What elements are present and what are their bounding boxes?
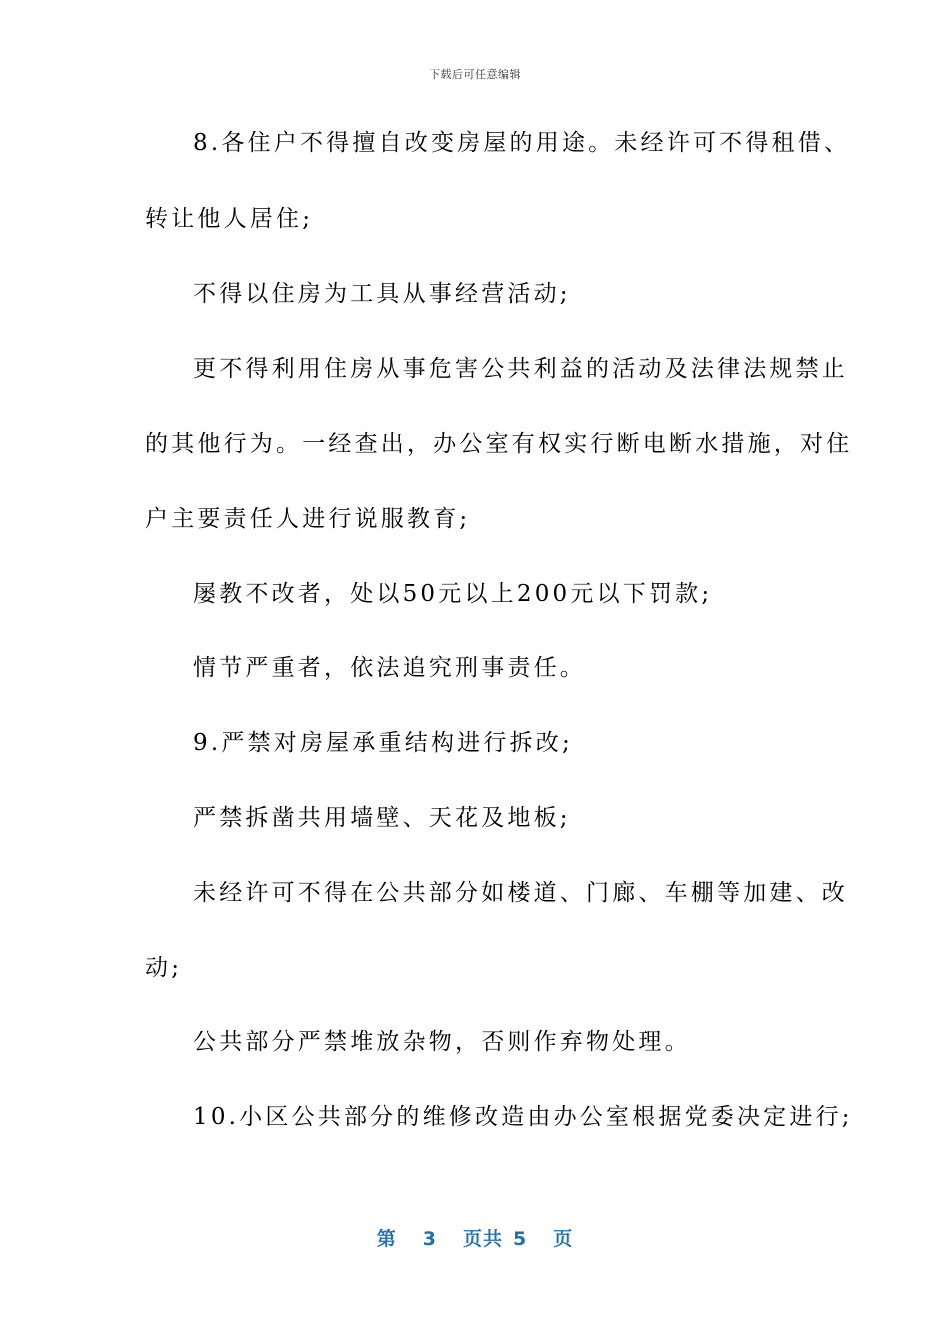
paragraph-line: 10.小区公共部分的维修改造由办公室根据党委决定进行;	[193, 1104, 853, 1130]
paragraph-line: 9.严禁对房屋承重结构进行拆改;	[193, 730, 573, 756]
paragraph-line: 屡教不改者，处以50元以上200元以下罚款;	[193, 581, 713, 607]
paragraph-line: 不得以住房为工具从事经营活动;	[193, 281, 571, 307]
paragraph-line: 转让他人居住;	[145, 206, 314, 232]
paragraph-line: 严禁拆凿共用墙壁、天花及地板;	[193, 805, 571, 831]
page-label-suffix: 页	[553, 1228, 574, 1250]
page-label-prefix: 第	[376, 1228, 397, 1250]
header-note: 下载后可任意编辑	[429, 68, 521, 81]
paragraph-line: 更不得利用住房从事危害公共利益的活动及法律法规禁止	[193, 356, 848, 382]
total-pages-number: 5	[513, 1228, 528, 1250]
page-label-middle: 页共	[462, 1228, 503, 1250]
page-footer	[0, 1224, 950, 1251]
paragraph-line: 未经许可不得在公共部分如楼道、门廊、车棚等加建、改	[193, 880, 848, 906]
paragraph-line: 8.各住户不得擅自改变房屋的用途。未经许可不得租借、	[193, 130, 851, 156]
paragraph-line: 公共部分严禁堆放杂物，否则作弃物处理。	[193, 1029, 691, 1055]
current-page-number: 3	[422, 1228, 437, 1250]
paragraph-line: 情节严重者，依法追究刑事责任。	[193, 655, 586, 681]
paragraph-line: 户主要责任人进行说服教育;	[145, 506, 471, 532]
paragraph-line: 的其他行为。一经查出，办公室有权实行断电断水措施，对住	[145, 431, 853, 457]
paragraph-line: 动;	[145, 955, 183, 981]
